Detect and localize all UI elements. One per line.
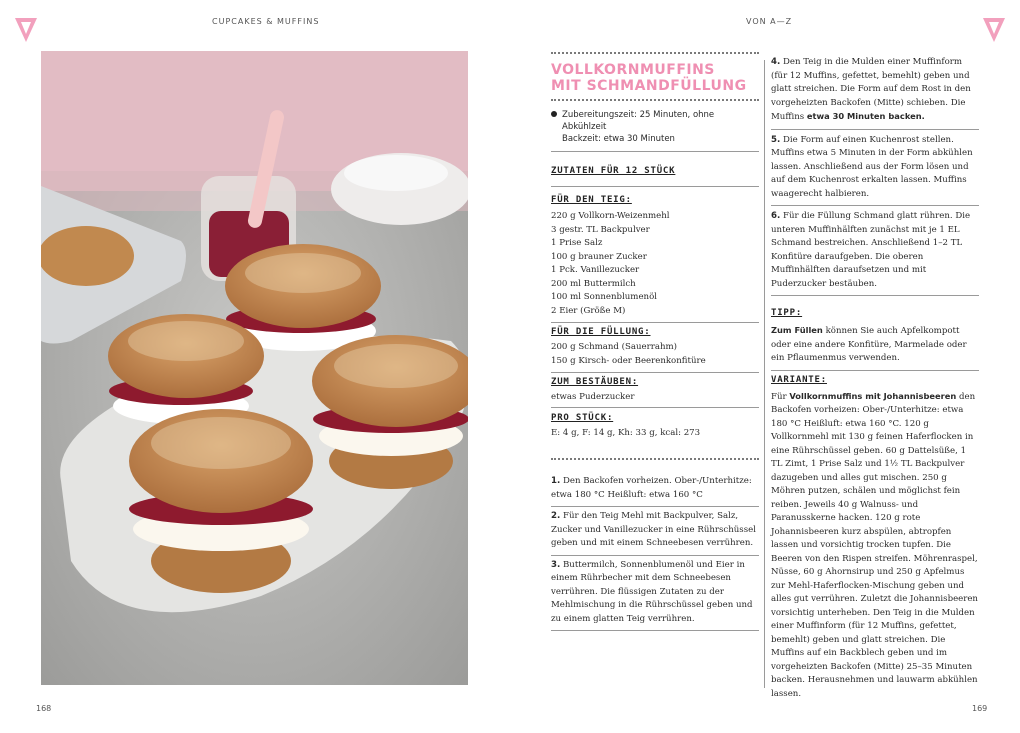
- tip-heading: TIPP:: [771, 308, 803, 318]
- step-divider: [551, 555, 759, 556]
- step-text: Für die Füllung Schmand glatt rühren. Die unteren Muffinhälften zunächst mit je 1 EL Schmand bestreichen. Anschließend 1–2 TL Konfitüre daraufgeben. Die oberen Muffinhälften daraufsetzen und mit Puderzucker bestäuben.: [771, 211, 971, 289]
- variant-heading: VARIANTE:: [771, 374, 827, 385]
- step-text: Den Backofen vorheizen. Ober-/Unterhitze: etwa 180 °C Heißluft: etwa 160 °C: [551, 476, 752, 500]
- dough-heading: FÜR DEN TEIG:: [551, 195, 632, 205]
- dust-item: etwas Puderzucker: [551, 392, 635, 402]
- bake-time-text: Backzeit: etwa 30 Minuten: [562, 134, 675, 144]
- left-v-mark: [15, 18, 37, 42]
- step-number: 5.: [771, 134, 781, 145]
- variant-pre: Für: [771, 391, 787, 402]
- step-divider: [771, 295, 979, 296]
- ingredient-item: 200 g Schmand (Sauerrahm): [551, 342, 678, 352]
- ingredient-item: 200 ml Buttermilch: [551, 278, 636, 289]
- meta-divider: [551, 151, 759, 152]
- clock-icon: [551, 111, 557, 117]
- variant-text: [771, 390, 979, 702]
- muffin-photo: [41, 51, 468, 685]
- tip-text: [771, 324, 979, 366]
- step-number: 2.: [551, 511, 561, 521]
- step-2: [551, 510, 759, 551]
- ingredient-item: 2 Eier (Größe M): [551, 305, 626, 316]
- ingredients-heading: ZUTATEN FÜR 12 STÜCK: [551, 166, 676, 176]
- ingredient-item: 100 ml Sonnenblumenöl: [551, 292, 657, 302]
- filling-heading: FÜR DIE FÜLLUNG:: [551, 327, 651, 337]
- left-page-number: 168: [36, 704, 52, 713]
- ingredients-divider: [551, 186, 759, 187]
- variant-bold: Vollkornmuffins mit Johannisbeeren: [789, 390, 957, 401]
- right-v-mark: [983, 18, 1005, 42]
- recipe-column-right: [771, 56, 979, 701]
- ingredient-item: 100 g brauner Zucker: [551, 251, 647, 262]
- step-number: 3.: [551, 559, 561, 570]
- filling-divider: [551, 372, 759, 373]
- step-text: Den Teig in die Mulden einer Muffinform (für 12 Muffins, gefettet, bemehlt) geben und glatt streichen. Die Form auf dem Rost in den vorgeheizten Backofen (Mitte) schieben. Die Muffins: [771, 57, 971, 122]
- dough-list: [551, 210, 759, 318]
- step-1: [551, 475, 759, 502]
- step-divider: [771, 205, 979, 206]
- filling-list: [551, 341, 759, 368]
- variant-body: den Backofen vorheizen: Ober-/Unterhitze: etwa 180 °C Heißluft: etwa 160 °C. 120 g Vollkornmehl mit 130 g feinen Haferflocken in eine Rührschüssel geben. 60 g Dattelsüße, 1 TL Zimt, 1 Prise Salz und 1½ TL Backpulver dazugeben und alles gut mischen. 250 g Möhren putzen, schälen und möglichst fein reiben. Jeweils 40 g Walnuss- und Paranusskerne hacken. 120 g rote Johannisbeeren kurz abspülen, abtropfen lassen und vorsichtig trocken tupfen. Die Beeren von den Rispen streifen. Möhrenraspel, Nüsse, 60 g Ahornsirup und 250 g Apfelmus zur Mehl-Haferflocken-Mischung geben und alles gut verrühren. Zuletzt die Johannisbeeren vorsichtig unterheben. Den Teig in die Mulden einer Muffinform (für 12 Muffins, gefettet, bemehlt) geben und glatt streichen. Die Muffins auf ein Backblech geben und im vorgeheizten Backofen (Mitte) 25–35 Minuten backen. Herausnehmen und lauwarm abkühlen lassen.: [771, 391, 978, 699]
- recipe-title: [551, 62, 759, 94]
- step-5: [771, 134, 979, 202]
- tip-bold: Zum Füllen: [771, 325, 823, 335]
- step-4: [771, 56, 979, 125]
- ingredient-item: 1 Prise Salz: [551, 238, 603, 248]
- step-text: Die Form auf einen Kuchenrost stellen. Muffins etwa 5 Minuten in der Form abkühlen lassen. Anschließend aus der Form lösen und auf dem Kuchenrost erkalten lassen. Muffins waagerecht halbieren.: [771, 134, 973, 199]
- recipe-title-line-2: MIT SCHMANDFÜLLUNG: [551, 78, 747, 94]
- step-text: Buttermilch, Sonnenblumenöl und Eier in einem Rührbecher mit dem Schneebesen verrühren. Die flüssigen Zutaten zu der Mehlmischung in die Rührschüssel geben und zu einem glatten Teig verrühren.: [551, 559, 753, 624]
- step-text: Für den Teig Mehl mit Backpulver, Salz, Zucker und Vanillezucker in eine Rührschüssel geben und mit einem Schneebesen verrühren.: [551, 511, 756, 548]
- steps-divider: [551, 458, 759, 460]
- title-bottom-divider: [551, 99, 759, 101]
- step-number: 4.: [771, 57, 781, 67]
- step-3: [551, 559, 759, 627]
- step-divider: [771, 129, 979, 130]
- dust-heading: ZUM BESTÄUBEN:: [551, 377, 639, 387]
- prep-time: [551, 109, 759, 145]
- tip-divider: [771, 370, 979, 371]
- step-divider: [551, 630, 759, 631]
- dust-divider: [551, 407, 759, 408]
- ingredient-item: 220 g Vollkorn-Weizenmehl: [551, 211, 670, 221]
- title-top-divider: [551, 52, 759, 54]
- right-page-number: 169: [972, 704, 988, 713]
- step-bold-text: etwa 30 Minuten backen.: [806, 111, 925, 121]
- column-separator: [764, 60, 765, 688]
- left-running-head: CUPCAKES & MUFFINS: [212, 17, 320, 26]
- per-piece-values: E: 4 g, F: 14 g, Kh: 33 g, kcal: 273: [551, 427, 701, 438]
- tip-body: können Sie auch Apfelkompott oder eine andere Konfitüre, Marmelade oder ein Pflaumenmus verwenden.: [771, 326, 967, 363]
- step-number: 6.: [771, 211, 781, 221]
- right-running-head: VON A—Z: [746, 17, 793, 26]
- step-divider: [551, 506, 759, 507]
- dough-divider: [551, 322, 759, 323]
- recipe-title-line-1: VOLLKORNMUFFINS: [551, 62, 715, 78]
- ingredient-item: 1 Pck. Vanillezucker: [551, 265, 640, 275]
- step-6: [771, 210, 979, 291]
- step-number: 1.: [551, 476, 561, 486]
- recipe-column-left: [551, 52, 759, 631]
- ingredient-item: 3 gestr. TL Backpulver: [551, 224, 650, 235]
- per-piece-heading: PRO STÜCK:: [551, 412, 614, 423]
- prep-time-text: Zubereitungszeit: 25 Minuten, ohne Abkühlzeit: [562, 110, 715, 132]
- ingredient-item: 150 g Kirsch- oder Beerenkonfitüre: [551, 355, 706, 366]
